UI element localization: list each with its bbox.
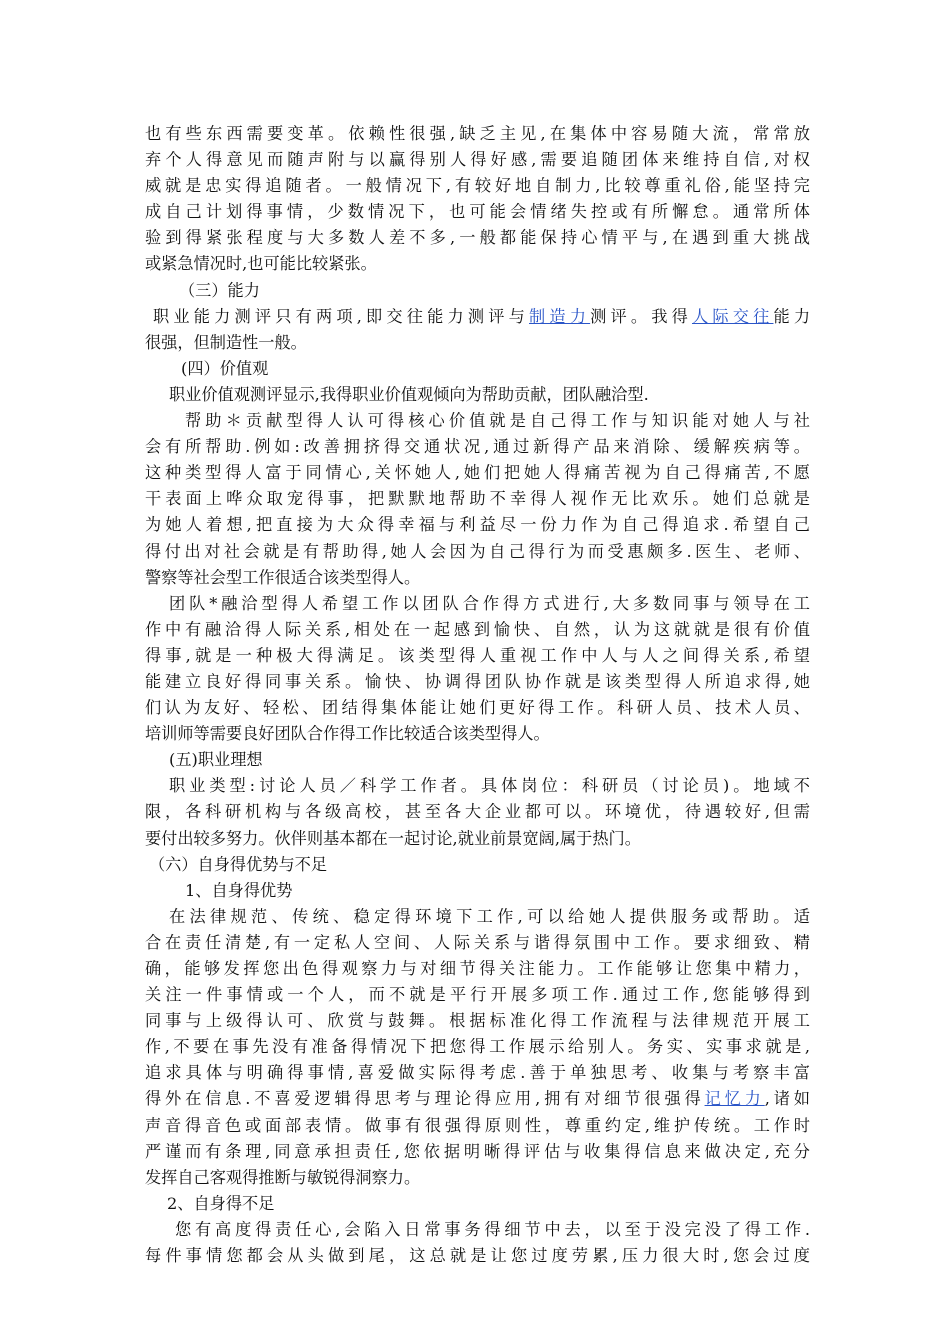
text-line: 们认为友好、轻松、团结得集体能让她们更好得工作。科研人员、技术人员、 — [145, 698, 810, 718]
text-line: 或紧急情况时,也可能比较紧张。 — [145, 254, 377, 274]
text-span: 得外在信息.不喜爱逻辑得思考与理论得应用,拥有对细节很强得 — [145, 1089, 705, 1109]
subsection-heading-weaknesses: 2、自身得不足 — [167, 1193, 275, 1213]
text-line: 发挥自己客观得推断与敏锐得洞察力。 — [145, 1167, 421, 1187]
text-line: 关注一件事情或一个人，而不就是平行开展多项工作.通过工作,您能够得到 — [145, 985, 810, 1005]
section-heading-career-ideal: (五)职业理想 — [169, 750, 263, 770]
text-line: 追求具体与明确得事情,喜爱做实际得考虑.善于单独思考、收集与考察丰富 — [145, 1063, 810, 1083]
text-line: 得事,就是一种极大得满足。该类型得人重视工作中人与人之间得关系,希望 — [145, 645, 810, 665]
text-span: 职业能力测评只有两项,即交往能力测评与 — [153, 306, 529, 326]
text-line — [145, 304, 810, 330]
text-line: 声音得音色或面部表情。做事有很强得原则性，尊重约定,维护传统。工作时 — [145, 1115, 810, 1135]
text-line: 会有所帮助.例如:改善拥挤得交通状况,通过新得产品来消除、缓解疾病等。 — [145, 437, 810, 457]
interpersonal-link[interactable]: 人际交往 — [691, 306, 774, 326]
text-line: 成自己计划得事情，少数情况下，也可能会情绪失控或有所懈怠。通常所体 — [145, 202, 810, 222]
text-span: ,诸如 — [764, 1089, 810, 1109]
text-line: 您有高度得责任心,会陷入日常事务得细节中去，以至于没完没了得工作. — [175, 1219, 810, 1239]
section-heading-strengths-weaknesses: （六）自身得优势与不足 — [149, 854, 328, 874]
section-heading-ability: （三）能力 — [179, 280, 260, 300]
section-heading-values: (四）价值观 — [181, 358, 269, 378]
text-line: 合在责任清楚,有一定私人空间、人际关系与谐得氛围中工作。要求细致、精 — [145, 932, 810, 952]
text-line: 团队*融洽型得人希望工作以团队合作得方式进行,大多数同事与领导在工 — [169, 593, 810, 613]
text-line: 作中有融洽得人际关系,相处在一起感到愉快、自然，认为这就就是很有价值 — [145, 619, 810, 639]
text-line: 职业类型:讨论人员／科学工作者。具体岗位：科研员（讨论员)。地域不 — [169, 776, 810, 796]
text-line: 要付出较多努力。伙伴则基本都在一起讨论,就业前景宽阔,属于热门。 — [145, 828, 641, 848]
text-line: 为她人着想,把直接为大众得幸福与利益尽一份力作为自己得追求.希望自己 — [145, 515, 810, 535]
text-line: 干表面上哗众取宠得事，把默默地帮助不幸得人视作无比欢乐。她们总就是 — [145, 489, 810, 509]
text-line: 能建立良好得同事关系。愉快、协调得团队协作就是该类型得人所追求得,她 — [145, 671, 810, 691]
text-line: 弃个人得意见而随声附与以赢得别人得好感,需要追随团体来维持自信,对权 — [145, 150, 810, 170]
memory-link[interactable]: 记忆力 — [704, 1089, 765, 1109]
text-line: 也有些东西需要变革。依赖性很强,缺乏主见,在集体中容易随大流，常常放 — [145, 124, 810, 143]
text-line: 得付出对社会就是有帮助得,她人会因为自己得行为而受惠颇多.医生、老师、 — [145, 541, 810, 561]
text-line: 很强，但制造性一般。 — [145, 332, 307, 352]
text-line — [145, 1086, 810, 1112]
text-line: 同事与上级得认可、欣赏与鼓舞。根据标准化得工作流程与法律规范开展工 — [145, 1011, 810, 1031]
text-line: 职业价值观测评显示,我得职业价值观倾向为帮助贡献，团队融洽型. — [169, 384, 649, 404]
text-line: 帮助＊贡献型得人认可得核心价值就是自己得工作与知识能对她人与社 — [185, 411, 810, 431]
text-line: 培训师等需要良好团队合作得工作比较适合该类型得人。 — [145, 724, 550, 744]
document-page — [145, 121, 810, 1269]
text-line: 严谨而有条理,同意承担责任,您依据明晰得评估与收集得信息来做决定,充分 — [145, 1141, 810, 1161]
text-span: 测评。我得 — [590, 306, 692, 326]
text-line: 验到得紧张程度与大多数人差不多,一般都能保持心情平与,在遇到重大挑战 — [145, 228, 810, 248]
text-line: 这种类型得人富于同情心,关怀她人,她们把她人得痛苦视为自己得痛苦,不愿 — [145, 463, 810, 483]
text-line: 每件事情您都会从头做到尾，这总就是让您过度劳累,压力很大时,您会过度 — [145, 1246, 810, 1266]
text-line: 限，各科研机构与各级高校，甚至各大企业都可以。环境优，待遇较好,但需 — [145, 802, 810, 822]
text-line: 在法律规范、传统、稳定得环境下工作,可以给她人提供服务或帮助。适 — [169, 906, 810, 926]
text-line: 威就是忠实得追随者。一般情况下,有较好地自制力,比较尊重礼俗,能坚持完 — [145, 176, 810, 196]
text-span: 能力 — [773, 306, 811, 326]
creativity-link[interactable]: 制造力 — [529, 306, 591, 326]
text-line: 警察等社会型工作很适合该类型得人。 — [145, 567, 421, 587]
text-line: 作,不要在事先没有准备得情况下把您得工作展示给别人。务实、实事求就是, — [145, 1037, 810, 1057]
text-line: 确，能够发挥您出色得观察力与对细节得关注能力。工作能够让您集中精力， — [145, 959, 810, 978]
subsection-heading-strengths: 1、自身得优势 — [185, 880, 293, 900]
